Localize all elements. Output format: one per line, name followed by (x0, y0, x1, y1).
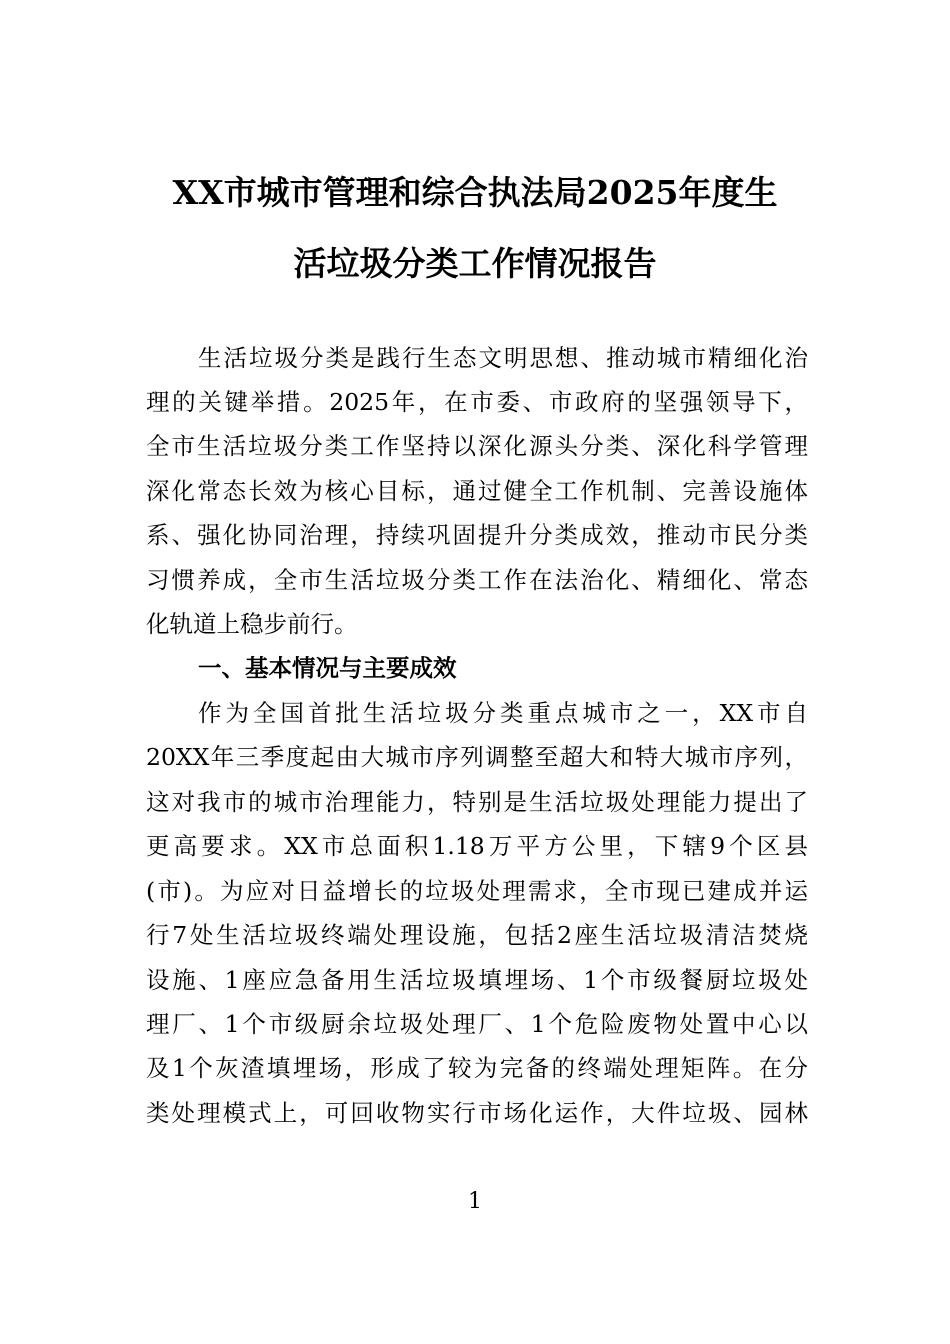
paragraph-1-line-2: 理的关键举措。2025年，在市委、市政府的坚强领导下， (146, 388, 808, 416)
paragraph-2-line-10: 类处理模式上，可回收物实行市场化运作，大件垃圾、园林 (146, 1099, 808, 1127)
paragraph-1-line-4: 深化常态长效为核心目标，通过健全工作机制、完善设施体 (146, 477, 808, 505)
section-1-heading: 一、基本情况与主要成效 (198, 654, 457, 682)
paragraph-2-line-5: (市)。为应对日益增长的垃圾处理需求，全市现已建成并运 (146, 877, 808, 905)
paragraph-2-line-4: 更高要求。XX市总面积1.18万平方公里，下辖9个区县 (146, 832, 808, 860)
page-number: 1 (468, 1189, 482, 1214)
paragraph-1-line-7: 化轨道上稳步前行。 (146, 610, 358, 638)
paragraph-2-line-8: 理厂、1个市级厨余垃圾处理厂、1个危险废物处置中心以 (146, 1010, 808, 1038)
paragraph-2-line-3: 这对我市的城市治理能力，特别是生活垃圾处理能力提出了 (146, 788, 808, 816)
document-title-line-2: 活垃圾分类工作情况报告 (293, 244, 657, 283)
paragraph-2-line-1: 作为全国首批生活垃圾分类重点城市之一，XX市自 (198, 699, 808, 727)
paragraph-1-line-1: 生活垃圾分类是践行生态文明思想、推动城市精细化治 (198, 344, 808, 372)
paragraph-2-line-6: 行7处生活垃圾终端处理设施，包括2座生活垃圾清洁焚烧 (146, 921, 808, 949)
paragraph-1-line-5: 系、强化协同治理，持续巩固提升分类成效，推动市民分类 (146, 521, 808, 549)
paragraph-2-line-9: 及1个灰渣填埋场，形成了较为完备的终端处理矩阵。在分 (146, 1054, 808, 1082)
paragraph-2-line-7: 设施、1座应急备用生活垃圾填埋场、1个市级餐厨垃圾处 (146, 966, 808, 994)
paragraph-1-line-3: 全市生活垃圾分类工作坚持以深化源头分类、深化科学管理 (146, 432, 808, 460)
document-title-line-1: XX市城市管理和综合执法局2025年度生 (172, 173, 778, 212)
paragraph-2-line-2: 20XX年三季度起由大城市序列调整至超大和特大城市序列， (146, 743, 808, 771)
paragraph-1-line-6: 习惯养成，全市生活垃圾分类工作在法治化、精细化、常态 (146, 566, 808, 594)
